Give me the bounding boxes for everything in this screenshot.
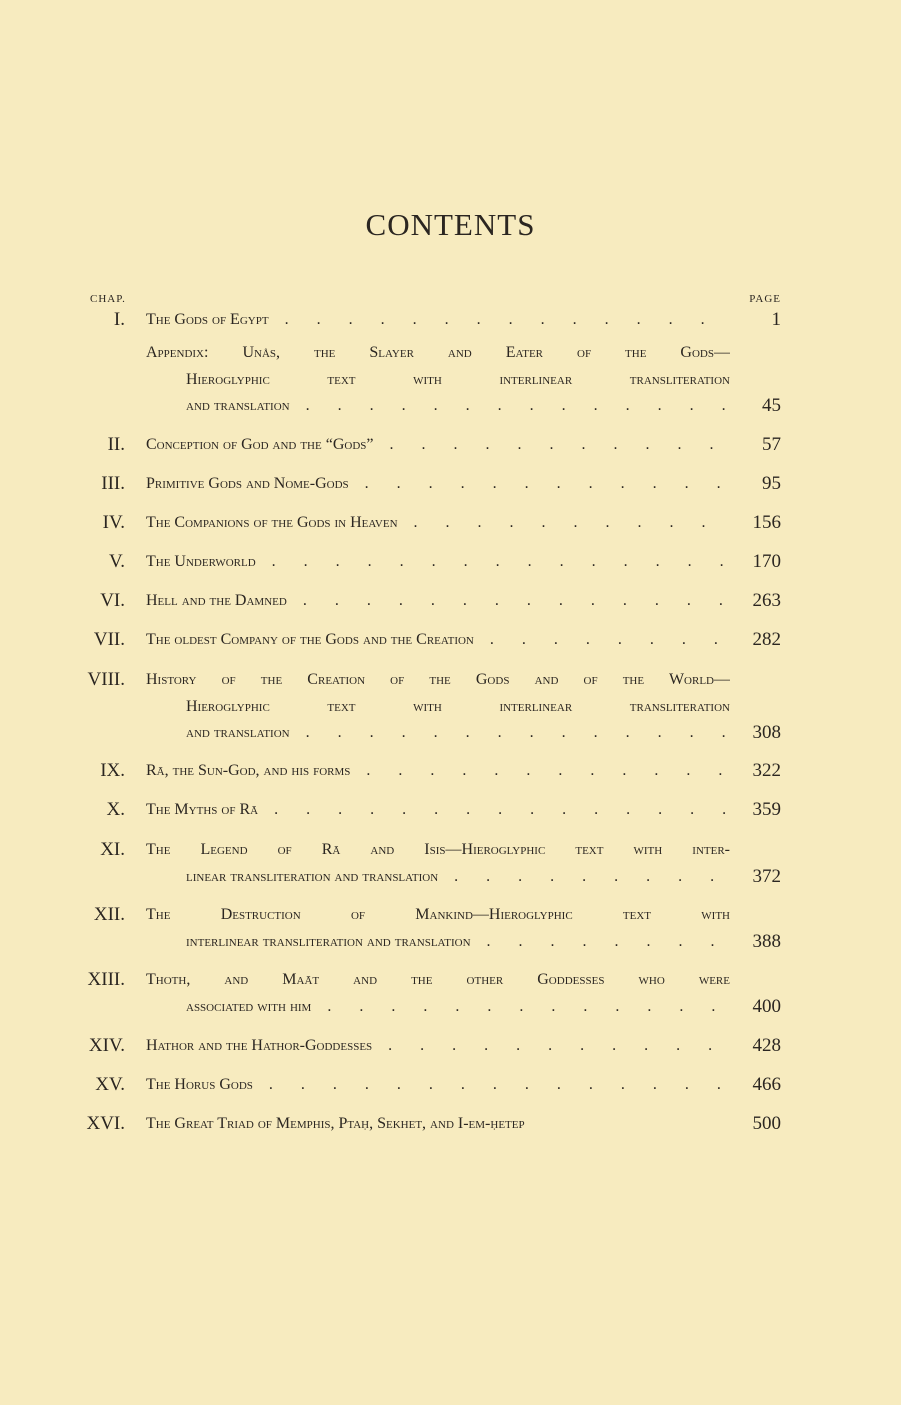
page-number: 308	[752, 722, 781, 743]
chapter-title: Hathor and the Hathor-Goddesses . . .	[146, 1033, 730, 1059]
page-number: 282	[752, 629, 781, 650]
chapter-title-end: and translation . . .	[186, 720, 730, 746]
chapter-number: III.	[101, 473, 125, 494]
chapter-number: XVI.	[86, 1113, 125, 1134]
chapter-title: Primitive Gods and Nome-Gods . . .	[146, 471, 730, 497]
chapter-title: The Horus Gods . . .	[146, 1072, 730, 1098]
appendix-title-cont: Hieroglyphic text with interlinear transliteration	[186, 371, 730, 388]
page-number: 500	[752, 1113, 781, 1134]
toc-entry-11	[0, 837, 901, 863]
chapter-title: History of the Creation of the Gods and of the World—	[146, 671, 730, 688]
chapter-title: The Underworld . . .	[146, 549, 730, 575]
toc-entry-9	[0, 758, 901, 784]
chapter-number: X.	[106, 799, 125, 820]
chapter-title-end: associated with him . . .	[186, 994, 730, 1020]
toc-appendix-line-1	[0, 340, 901, 366]
toc-entry-8-line-3	[0, 720, 901, 746]
chapter-title: The Legend of Rā and Isis—Hieroglyphic text with inter-	[146, 841, 730, 858]
chapter-number: XIV.	[88, 1035, 125, 1056]
toc-entry-13	[0, 967, 901, 993]
toc-entry-2	[0, 432, 901, 458]
toc-entry-3	[0, 471, 901, 497]
page-number: 359	[752, 799, 781, 820]
page-number: 156	[752, 512, 781, 533]
chapter-number: V.	[108, 551, 125, 572]
page-number: 400	[752, 996, 781, 1017]
page-number: 388	[752, 931, 781, 952]
toc-entry-16	[0, 1111, 901, 1137]
chap-column-label: CHAP.	[90, 293, 126, 305]
page-number: 95	[762, 473, 781, 494]
page-number: 57	[762, 434, 781, 455]
toc-entry-8	[0, 667, 901, 693]
chapter-number: XI.	[100, 839, 125, 860]
appendix-title: Appendix: Unås, the Slayer and Eater of the Gods—	[146, 344, 730, 361]
appendix-title-end: and translation . . .	[186, 393, 730, 419]
chapter-number: VII.	[93, 629, 125, 650]
chapter-title: Hell and the Damned . . .	[146, 588, 730, 614]
toc-entry-13-line-2	[0, 994, 901, 1020]
page-number: 45	[762, 395, 781, 416]
toc-entry-1	[0, 307, 901, 333]
chapter-title-cont: Hieroglyphic text with interlinear transliteration	[186, 698, 730, 715]
toc-entry-5	[0, 549, 901, 575]
chapter-title: Thoth, and Maāt and the other Goddesses who were	[146, 971, 730, 988]
toc-appendix-line-3	[0, 393, 901, 419]
chapter-number: IX.	[100, 760, 125, 781]
page-number: 1	[771, 309, 781, 330]
toc-entry-14	[0, 1033, 901, 1059]
chapter-title: The Gods of Egypt . . .	[146, 307, 730, 333]
chapter-number: VI.	[100, 590, 125, 611]
chapter-number: XV.	[95, 1074, 125, 1095]
page-number: 372	[752, 866, 781, 887]
chapter-title: Conception of God and the “Gods” . . .	[146, 432, 730, 458]
chapter-number: I.	[113, 309, 125, 330]
chapter-number: VIII.	[87, 669, 125, 690]
chapter-title-end: interlinear transliteration and translation . . .	[186, 929, 730, 955]
chapter-title: The Great Triad of Memphis, Ptaḥ, Sekhet, and I-em-ḥetep	[146, 1115, 525, 1132]
chapter-number: II.	[107, 434, 125, 455]
chapter-number: IV.	[102, 512, 125, 533]
page-number: 322	[752, 760, 781, 781]
toc-entry-12	[0, 902, 901, 928]
toc-entry-15	[0, 1072, 901, 1098]
page-title: CONTENTS	[365, 207, 536, 242]
chapter-number: XII.	[93, 904, 125, 925]
page-number: 466	[752, 1074, 781, 1095]
chapter-title: The Destruction of Mankind—Hieroglyphic text with	[146, 906, 730, 923]
toc-entry-10	[0, 797, 901, 823]
toc-entry-4	[0, 510, 901, 536]
chapter-title: Rā, the Sun-God, and his forms . . .	[146, 758, 730, 784]
toc-entry-12-line-2	[0, 929, 901, 955]
page-number: 428	[752, 1035, 781, 1056]
toc-entry-11-line-2	[0, 864, 901, 890]
chapter-title: The Myths of Rā . . .	[146, 797, 730, 823]
toc-entry-6	[0, 588, 901, 614]
toc-entry-8-line-2	[0, 694, 901, 720]
chapter-title: The Companions of the Gods in Heaven . . .	[146, 510, 730, 536]
page-column-label: PAGE	[749, 293, 781, 305]
page-number: 170	[752, 551, 781, 572]
chapter-number: XIII.	[87, 969, 125, 990]
chapter-title: The oldest Company of the Gods and the Creation . . .	[146, 627, 730, 653]
page-number: 263	[752, 590, 781, 611]
toc-entry-7	[0, 627, 901, 653]
toc-appendix-line-2	[0, 367, 901, 393]
chapter-title-end: linear transliteration and translation . . .	[186, 864, 730, 890]
